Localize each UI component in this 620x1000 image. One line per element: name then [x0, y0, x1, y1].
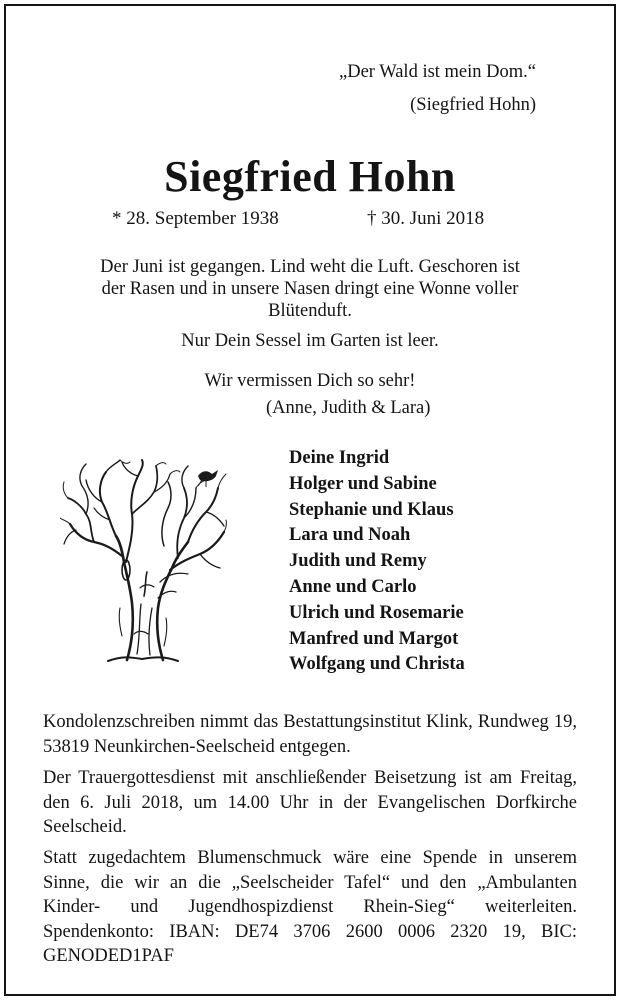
poem-signature: (Anne, Judith & Lara) [266, 398, 431, 418]
motto-author: (Siegfried Hohn) [410, 95, 536, 115]
mourner-name: Deine Ingrid [289, 448, 390, 468]
tree-illustration [60, 458, 228, 666]
mourner-name: Manfred und Margot [289, 628, 459, 649]
mourner-name: Lara und Noah [289, 525, 411, 546]
mourner-name: Stephanie und Klaus [289, 499, 454, 520]
mourner-name: Judith und Remy [289, 551, 427, 572]
motto-quote: „Der Wald ist mein Dom.“ [339, 62, 536, 82]
poem-stanza-2: Nur Dein Sessel im Garten ist leer. [181, 331, 439, 351]
poem-stanza-3: Wir vermissen Dich so sehr! [204, 371, 416, 391]
poem-stanza-1 [0, 256, 620, 322]
deceased-name: Siegfried Hohn [164, 152, 456, 201]
donation-notice: Statt zugedachtem Blumenschmuck wäre eine Spende in unserem Sinne, die wir an die „Seelscheider Tafel“ und den „Ambulanten Kinder- und Jugendhospizdienst Rhein-Sieg“ weiterleiten. Spendenkonto: IBAN: DE74 3706 2600 0006 2320 19, BIC: GENODED1PAF [43, 848, 577, 966]
condolence-notice: Kondolenzschreiben nimmt das Bestattungsinstitut Klink, Rundweg 19, 53819 Neunkirchen-Seelscheid entgegen. [43, 712, 577, 757]
funeral-service-notice: Der Trauergottesdienst mit anschließender Beisetzung ist am Freitag, den 6. Juli 2018, um 14.00 Uhr in der Evangelischen Dorfkirche Seelscheid. [43, 768, 577, 837]
birth-date: * 28. September 1938 [112, 208, 279, 229]
mourner-name: Ulrich und Rosemarie [289, 602, 464, 623]
mourner-list [289, 446, 465, 678]
mourner-name: Anne und Carlo [289, 576, 417, 597]
death-date: † 30. Juni 2018 [367, 208, 485, 229]
mourner-name: Holger und Sabine [289, 473, 437, 494]
mourner-name: Wolfgang und Christa [289, 654, 465, 675]
poem-stanza-1-text: Der Juni ist gegangen. Lind weht die Luft. Geschoren ist der Rasen und in unsere Nasen dringt eine Wonne voller Blütenduft. [100, 257, 520, 321]
